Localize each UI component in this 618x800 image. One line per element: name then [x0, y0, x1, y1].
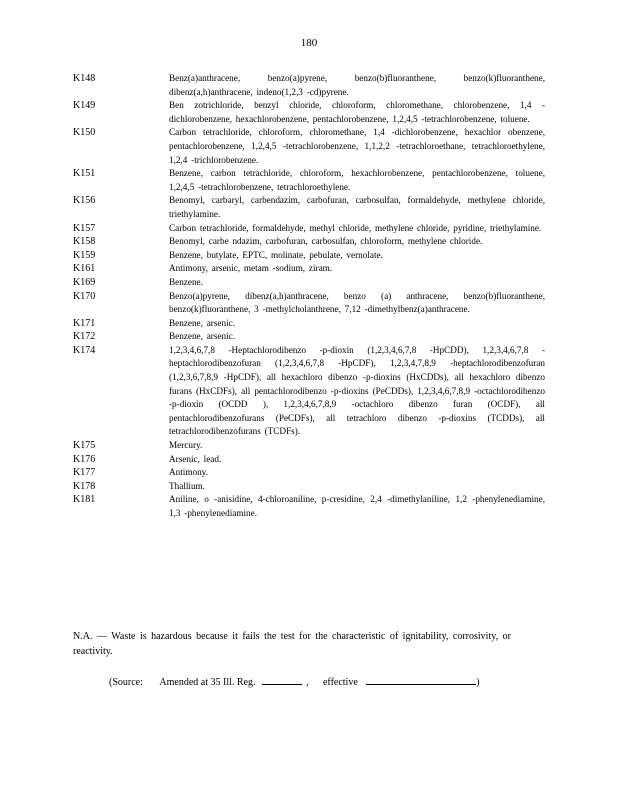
- table-row: [73, 453, 545, 467]
- constituents: Benz(a)anthracene, benzo(a)pyrene, benzo(b)fluoranthene, benzo(k)fluoranthene, dibenz(a,h)anthracene, indeno(1,2,3 -cd)pyrene.: [169, 73, 545, 97]
- waste-code: K181: [73, 494, 96, 506]
- constituents: Benzene.: [169, 276, 203, 287]
- table-row: [73, 439, 545, 453]
- waste-code: K171: [73, 317, 96, 329]
- waste-code: K149: [73, 100, 96, 112]
- constituents: Carbon tetrachloride, chloroform, chloromethane, 1,4 -dichlorobenzene, hexachlor obenzene, pentachlorobenzene, 1,2,4,5 -tetrachlorobenzene, 1,1,2,2 -tetrachloroethane, tetrachloroethylene, 1,2,4 -trichlorobenzene.: [169, 127, 545, 165]
- waste-code: K175: [73, 440, 96, 452]
- table-row: [73, 222, 545, 236]
- source-amended: Amended at 35 Ill. Reg.: [159, 677, 256, 688]
- table-row: [73, 262, 545, 276]
- waste-code: K158: [73, 236, 96, 248]
- constituents: Benzene, carbon tetrachloride, chloroform, hexachlorobenzene, pentachlorobenzene, toluene, 1,2,4,5 -tetrachlorobenzene, tetrachloroethylene.: [169, 168, 545, 192]
- table-row: [73, 126, 545, 167]
- table-row: [73, 317, 545, 331]
- constituents: Ben zotrichloride, benzyl chloride, chloroform, chloromethane, chlorobenzene, 1,4 -dichlorobenzene, hexachlorobenzene, pentachlorobenzene, 1,2,4,5 -tetrachlorobenzene, toluene.: [169, 100, 545, 124]
- table-row: [73, 493, 545, 520]
- constituents: Benomyl, carbe ndazim, carbofuran, carbosulfan, chloroform, methylene chloride.: [169, 236, 483, 247]
- constituents: Benzene, arsenic.: [169, 317, 236, 328]
- page-number: 180: [300, 37, 318, 49]
- waste-code: K169: [73, 276, 96, 288]
- constituents: Antimony, arsenic, metam -sodium, ziram.: [169, 263, 333, 274]
- constituents: Arsenic, lead.: [169, 453, 222, 464]
- table-row: [73, 235, 545, 249]
- waste-code: K157: [73, 222, 96, 234]
- waste-code: K159: [73, 249, 96, 261]
- waste-code: K170: [73, 290, 96, 302]
- waste-code: K177: [73, 467, 96, 479]
- table-row: [73, 276, 545, 290]
- footnote: N.A. — Waste is hazardous because it fails the test for the characteristic of ignitability, corrosivity, or reactivity.: [73, 631, 511, 657]
- waste-code: K156: [73, 195, 96, 207]
- source-prefix: (Source:: [109, 677, 143, 688]
- constituents: Antimony.: [169, 467, 208, 478]
- waste-code: K151: [73, 168, 96, 180]
- waste-code: K161: [73, 263, 96, 275]
- source-suffix: ): [476, 677, 480, 688]
- source-effective: effective: [322, 677, 358, 688]
- table-row: [73, 249, 545, 263]
- source-note: [109, 674, 480, 690]
- table-row: [73, 167, 545, 194]
- table-row: [73, 290, 545, 317]
- table-row: [73, 480, 545, 494]
- table-row: [73, 99, 545, 126]
- effective-date-blank: [366, 674, 476, 685]
- constituents: Mercury.: [169, 440, 203, 451]
- waste-code: K172: [73, 331, 96, 343]
- table-row: [73, 194, 545, 221]
- constituents: Benzene, butylate, EPTC, molinate, pebulate, vernolate.: [169, 249, 383, 260]
- constituents: Aniline, o -anisidine, 4-chloroaniline, p-cresidine, 2,4 -dimethylaniline, 1,2 -phenylenediamine, 1,3 -phenylenediamine.: [169, 494, 545, 518]
- waste-code: K148: [73, 73, 96, 84]
- constituents: Carbon tetrachloride, formaldehyde, methyl chloride, methylene chloride, pyridine, triethylamine.: [169, 222, 542, 233]
- constituents: Benzo(a)pyrene, dibenz(a,h)anthracene, benzo (a) anthracene, benzo(b)fluoranthene, benzo(k)fluoranthene, 3 -methylcholanthrene, 7,12 -dimethylbenz(a)anthracene.: [169, 290, 545, 315]
- constituents: Benzene, arsenic.: [169, 331, 236, 342]
- hazardous-constituents-table: [73, 72, 545, 521]
- waste-code: K174: [73, 344, 96, 356]
- table-row: [73, 330, 545, 344]
- table-row: [73, 72, 545, 99]
- constituents: 1,2,3,4,6,7,8 -Heptachlorodibenzo -p-dioxin (1,2,3,4,6,7,8 -HpCDD), 1,2,3,4,6,7,8 -heptachlorodibenzofuran (1,2,3,4,6,7,8 -HpCDF), 1,2,3,4,7,8,9 -heptachlorodibenzofuran (1,2,3,6,7,8,9 -HpCDF), all hexachloro dibenzo -p-dioxins (HxCDDs), all hexachloro dibenzo furans (HxCDFs), all pentachlorodibenzo -p-dioxins (PeCDDs), 1,2,3,4,6,7,8,9 -octachlorodibenzo -p-dioxin (OCDD ), 1,2,3,4,6,7,8,9 -octachloro dibenzo furan (OCDF), all pentachlorodibenzofurans (PeCDFs), all tetrachloro dibenzo -p-dioxins (TCDDs), all tetrachlorodibenzofurans (TCDFs).: [169, 344, 545, 437]
- constituents: Benomyl, carbaryl, carbendazim, carbofuran, carbosulfan, formaldehyde, methylene chloride, triethylamine.: [169, 195, 545, 219]
- constituents: Thallium.: [169, 480, 205, 491]
- table-row: [73, 466, 545, 480]
- register-blank: [262, 674, 302, 685]
- source-comma: ,: [305, 677, 309, 688]
- waste-code: K178: [73, 480, 96, 492]
- table-row: [73, 344, 545, 439]
- waste-code: K150: [73, 127, 96, 139]
- waste-code: K176: [73, 453, 96, 465]
